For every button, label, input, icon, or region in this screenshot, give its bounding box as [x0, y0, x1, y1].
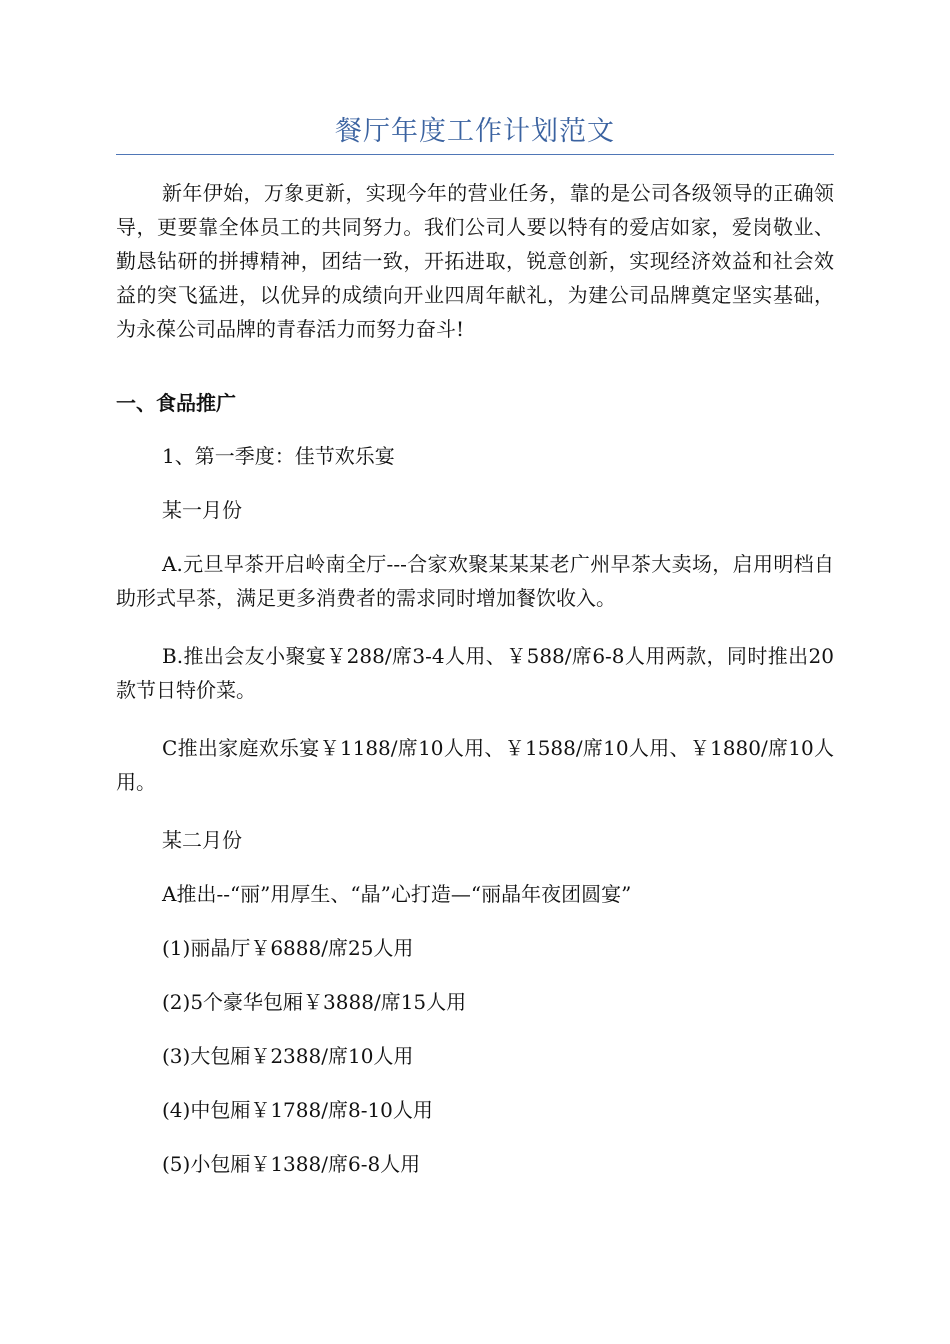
list-item: (3)大包厢￥2388/席10人用	[162, 1044, 414, 1068]
item-b-paragraph: B.推出会友小聚宴￥288/席3-4人用、￥588/席6-8人用两款，同时推出20款节日特价菜。	[116, 644, 834, 702]
month2-heading: 某二月份	[162, 828, 242, 852]
list-item: (5)小包厢￥1388/席6-8人用	[162, 1152, 421, 1176]
list-item: (2)5个豪华包厢￥3888/席15人用	[162, 990, 467, 1014]
list-item: (1)丽晶厅￥6888/席25人用	[162, 936, 414, 960]
item-a-paragraph: A.元旦早茶开启岭南全厅---合家欢聚某某某老广州早茶大卖场，启用明档自助形式早茶，满足更多消费者的需求同时增加餐饮收入。	[116, 552, 834, 610]
month1-heading: 某一月份	[162, 498, 242, 522]
list-item: (4)中包厢￥1788/席8-10人用	[162, 1098, 433, 1122]
intro-paragraph: 新年伊始，万象更新，实现今年的营业任务，靠的是公司各级领导的正确领导，更要靠全体员工的共同努力。我们公司人要以特有的爱店如家，爱岗敬业、勤恳钻研的拼搏精神，团结一致，开拓进取，锐意创新，实现经济效益和社会效益的突飞猛进，以优异的成绩向开业四周年献礼，为建公司品牌奠定坚实基础，为永葆公司品牌的青春活力而努力奋斗!	[116, 181, 834, 341]
title-underline	[116, 154, 834, 155]
item-c-paragraph: C推出家庭欢乐宴￥1188/席10人用、￥1588/席10人用、￥1880/席10人用。	[116, 736, 834, 794]
document-title: 餐厅年度工作计划范文	[335, 116, 615, 147]
section-heading-food-promotion: 一、食品推广	[116, 391, 236, 415]
item-a2-paragraph: A推出--“丽”用厚生、“晶”心打造—“丽晶年夜团圆宴”	[162, 882, 632, 906]
quarter1-heading: 1、第一季度：佳节欢乐宴	[162, 444, 395, 468]
